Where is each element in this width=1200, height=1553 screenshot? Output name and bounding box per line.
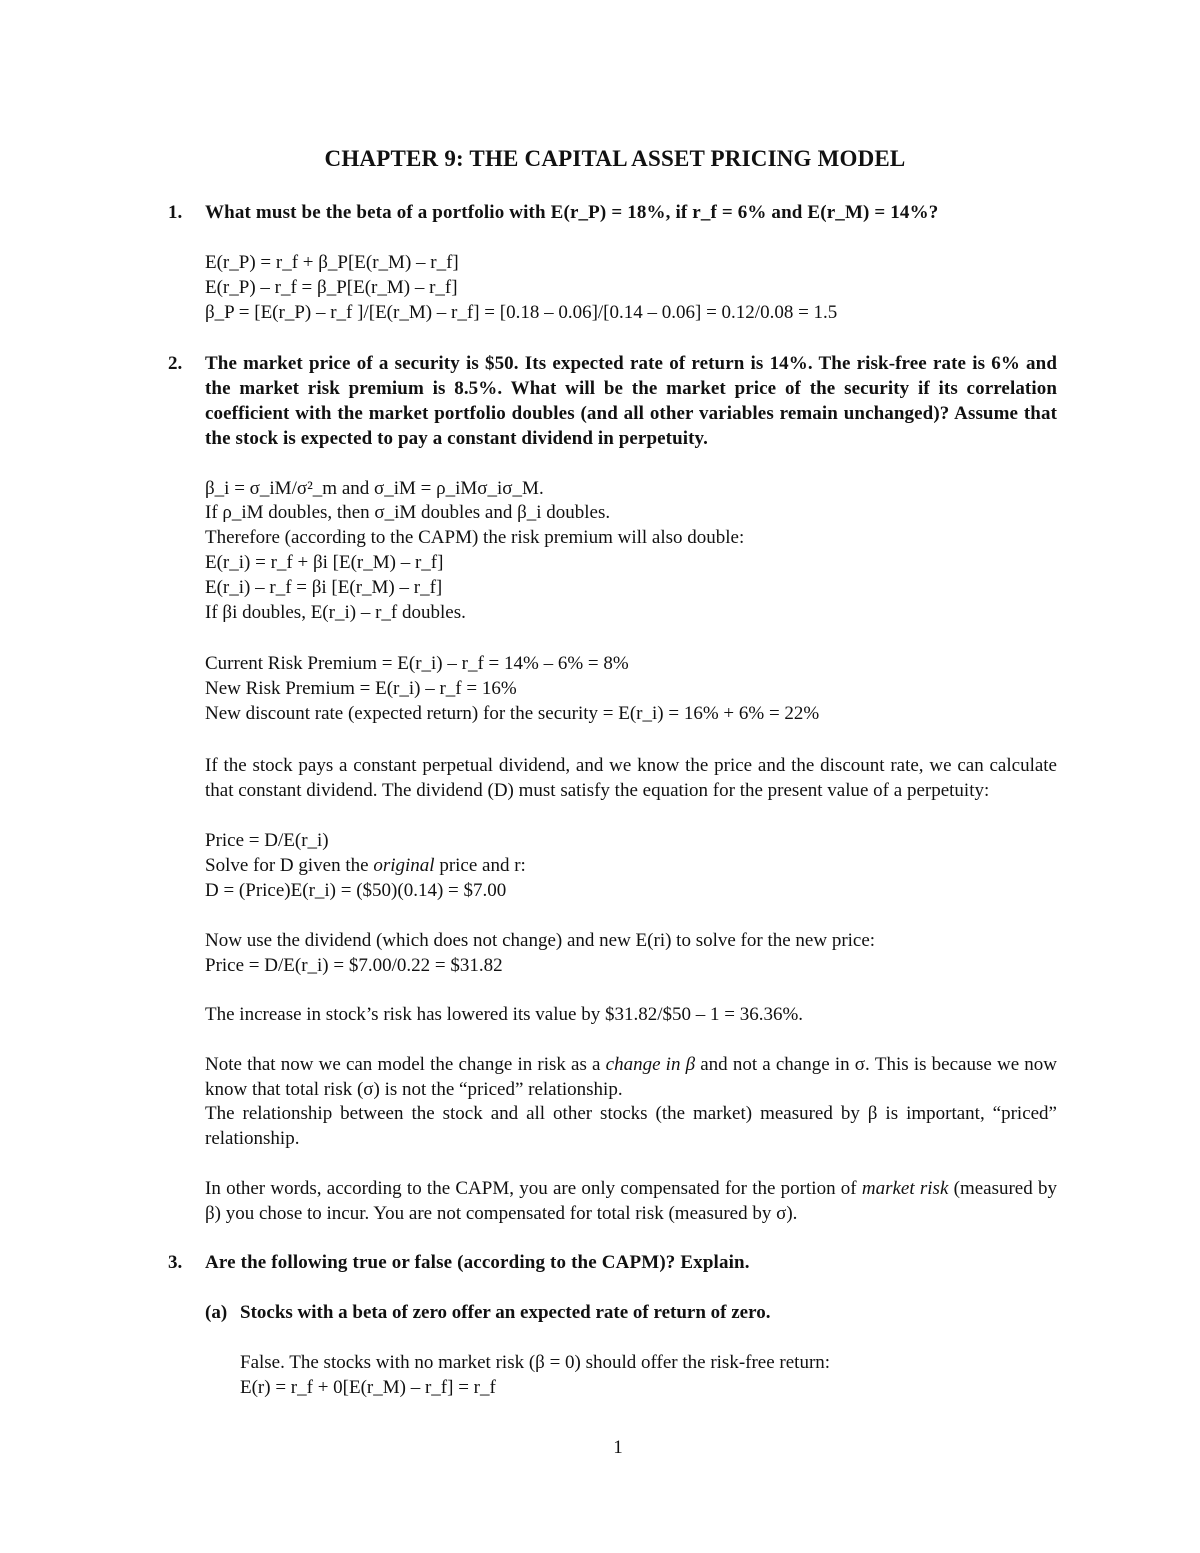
q2-dividend-equation: D = (Price)E(r_i) = ($50)(0.14) = $7.00 xyxy=(205,880,507,901)
q2-current-risk-premium: Current Risk Premium = E(r_i) – r_f = 14% – 6% = 8% xyxy=(205,653,629,674)
q2-beta-definition: β_i = σ_iM/σ²_m and σ_iM = ρ_iMσ_iσ_M. xyxy=(205,478,544,499)
q2-other-words-paragraph: In other words, according to the CAPM, you are only compensated for the portion of market risk (measured by β) you chose to incur. You are not compensated for total risk (measured by σ). xyxy=(205,1178,1057,1224)
q2-if-rho: If ρ_iM doubles, then σ_iM doubles and β_i doubles. xyxy=(205,502,611,523)
q1-line-1: E(r_P) = r_f + β_P[E(r_M) – r_f] xyxy=(205,252,459,273)
q3a-question: Stocks with a beta of zero offer an expected rate of return of zero. xyxy=(240,1302,771,1323)
q2-increase: The increase in stock’s risk has lowered its value by $31.82/$50 – 1 = 36.36%. xyxy=(205,1004,804,1025)
q2-new-discount-rate: New discount rate (expected return) for the security = E(r_i) = 16% + 6% = 22% xyxy=(205,703,820,724)
q3a-equation: E(r) = r_f + 0[E(r_M) – r_f] = r_f xyxy=(240,1377,496,1398)
q2-relationship-paragraph: The relationship between the stock and all other stocks (the market) measured by β is important, “priced” relationship. xyxy=(205,1103,1057,1149)
q1-line-2: E(r_P) – r_f = β_P[E(r_M) – r_f] xyxy=(205,277,458,298)
q2-equation-2: E(r_i) – r_f = βi [E(r_M) – r_f] xyxy=(205,577,443,598)
q2-if-beta: If βi doubles, E(r_i) – r_f doubles. xyxy=(205,602,466,623)
q2-now-use: Now use the dividend (which does not change) and new E(ri) to solve for the new price: xyxy=(205,930,876,951)
q3a-answer: False. The stocks with no market risk (β = 0) should offer the risk-free return: xyxy=(240,1352,831,1373)
q2-note-paragraph: Note that now we can model the change in risk as a change in β and not a change in σ. This is because we now know that total risk (σ) is not the “priced” relationship. xyxy=(205,1054,1058,1100)
q3-question: Are the following true or false (according to the CAPM)? Explain. xyxy=(205,1252,750,1273)
q1-line-3: β_P = [E(r_P) – r_f ]/[E(r_M) – r_f] = [0.18 – 0.06]/[0.14 – 0.06] = 0.12/0.08 = 1.5 xyxy=(205,302,838,323)
q2-new-risk-premium: New Risk Premium = E(r_i) – r_f = 16% xyxy=(205,678,517,699)
q2-perpetual-paragraph: If the stock pays a constant perpetual dividend, and we know the price and the discount rate, we can calculate that constant dividend. The dividend (D) must satisfy the equation for the present value of a perpetuity: xyxy=(205,755,1057,801)
q2-equation-1: E(r_i) = r_f + βi [E(r_M) – r_f] xyxy=(205,552,444,573)
q2-new-price: Price = D/E(r_i) = $7.00/0.22 = $31.82 xyxy=(205,955,503,976)
q2-therefore: Therefore (according to the CAPM) the risk premium will also double: xyxy=(205,527,745,548)
q1-number: 1. xyxy=(168,202,183,223)
page-number: 1 xyxy=(613,1437,623,1458)
page-title: CHAPTER 9: THE CAPITAL ASSET PRICING MODEL xyxy=(324,146,906,171)
q2-number: 2. xyxy=(168,353,183,374)
q3a-label: (a) xyxy=(205,1302,228,1323)
q1-question: What must be the beta of a portfolio with E(r_P) = 18%, if r_f = 6% and E(r_M) = 14%? xyxy=(205,202,939,223)
q2-price-equation: Price = D/E(r_i) xyxy=(205,830,329,851)
q2-question: The market price of a security is $50. Its expected rate of return is 14%. The risk-free rate is 6% and the market risk premium is 8.5%. What will be the market price of the security if its correlation coefficient with the market portfolio doubles (and all other variables remain unchanged)? Assume that the stock is expected to pay a constant dividend in perpetuity. xyxy=(205,353,1057,449)
q3-number: 3. xyxy=(168,1252,183,1273)
q2-solve-for-d: Solve for D given the original price and r: xyxy=(205,855,526,876)
